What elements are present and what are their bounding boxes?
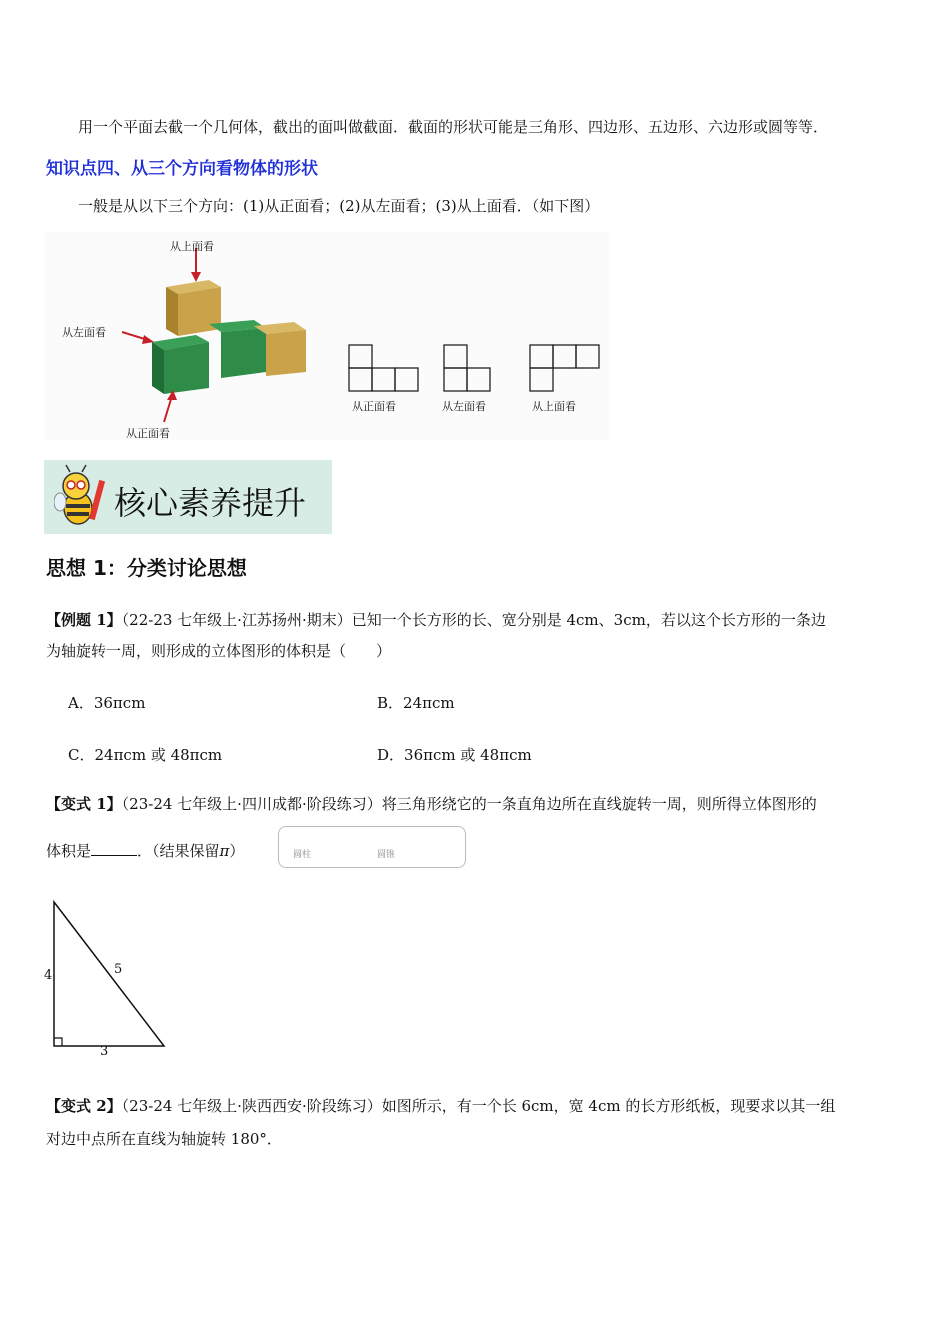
option-a[interactable] [68,692,145,713]
option-c[interactable] [68,744,222,765]
option-a-letter: A． [68,694,94,712]
variant1-tag: 【变式 1】 [46,795,122,813]
option-c-text: 24πcm 或 48πcm [94,746,223,764]
three-views-figure [44,232,610,440]
caption-top-view: 从上面看 [532,400,576,413]
front-view-grid [349,345,418,391]
hint-cylinder: 圆柱 [293,850,312,860]
option-d[interactable] [377,744,532,765]
section-paragraph: 一般是从以下三个方向：(1)从正面看；(2)从左面看；(3)从上面看．（如下图） [78,197,600,215]
banner-title: 核心素养提升 [114,484,307,522]
triangle-figure [40,896,172,1062]
option-d-text: 36πcm 或 48πcm [404,746,532,764]
variant2-tag: 【变式 2】 [46,1097,122,1115]
label-from-front: 从正面看 [126,427,170,440]
variant1-suffix: ．（结果保留 [137,842,220,860]
side-label-5: 5 [114,962,123,977]
label-from-left: 从左面看 [62,326,106,339]
caption-left-view: 从左面看 [442,400,486,413]
variant1-line2 [46,839,244,862]
left-view-grid [444,345,490,391]
thought-heading: 思想 1：分类讨论思想 [46,556,247,580]
variant1-prefix: 体积是 [46,842,92,860]
variant2-line1 [46,1095,835,1117]
pi-symbol: π [219,842,230,860]
variant1-text: （23-24 七年级上·四川成都·阶段练习）将三角形绕它的一条直角边所在直线旋转一周，则所得立体图形的 [121,795,817,813]
bee-icon [54,464,110,530]
option-a-text: 36πcm [93,694,146,712]
hint-brace [278,826,466,868]
three-views-svg [44,232,610,440]
side-label-3: 3 [100,1044,109,1059]
hint-cone: 圆锥 [377,850,396,860]
core-banner [44,460,332,534]
caption-front-view: 从正面看 [352,400,396,413]
variant1-line1 [46,793,817,815]
option-c-letter: C． [68,746,95,764]
example1-tag: 【例题 1】 [46,611,122,629]
side-label-4: 4 [44,968,53,983]
example1-line1 [46,609,826,631]
option-d-letter: D． [377,746,405,764]
option-b[interactable] [377,692,455,713]
intro-paragraph: 用一个平面去截一个几何体，截出的面叫做截面．截面的形状可能是三角形、四边形、五边形、六边形或圆等等． [78,118,829,136]
option-b-text: 24πcm [403,694,455,712]
variant2-text: （23-24 七年级上·陕西西安·阶段练习）如图所示，有一个长 6cm，宽 4cm 的长方形纸板，现要求以其一组 [121,1097,836,1115]
right-triangle-svg [40,896,172,1062]
example1-text: （22-23 七年级上·江苏扬州·期末）已知一个长方形的长、宽分别是 4cm、3cm，若以这个长方形的一条边 [121,611,826,629]
answer-blank[interactable] [91,839,137,856]
section-heading: 知识点四、从三个方向看物体的形状 [46,159,318,179]
variant1-paren: ） [229,842,245,860]
top-view-grid [530,345,599,391]
option-b-letter: B． [377,694,404,712]
example1-line2: 为轴旋转一周，则形成的立体图形的体积是（ ） [46,642,392,660]
label-from-top: 从上面看 [170,240,214,253]
variant2-line2: 对边中点所在直线为轴旋转 180°． [46,1130,282,1148]
